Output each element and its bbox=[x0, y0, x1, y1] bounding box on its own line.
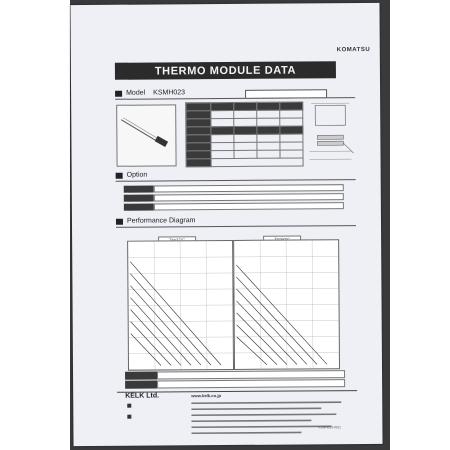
datasheet-page bbox=[70, 3, 382, 446]
note-row-value bbox=[157, 370, 345, 379]
option-row-label bbox=[124, 186, 154, 193]
company-name: KELK Ltd. bbox=[125, 392, 160, 400]
performance-rule bbox=[116, 225, 356, 228]
model-value: KSMH023 bbox=[153, 89, 186, 97]
option-row bbox=[124, 193, 344, 202]
graph-left bbox=[127, 240, 234, 371]
footer-code: KSMH023-0911 bbox=[318, 425, 341, 430]
option-row bbox=[124, 202, 344, 211]
bullet-icon bbox=[127, 404, 131, 408]
dimension-drawing bbox=[307, 99, 355, 165]
company-url: www.kelk.co.jp bbox=[191, 393, 222, 399]
note-row-label bbox=[125, 380, 157, 388]
option-row-label bbox=[124, 204, 154, 211]
section-bullet-icon bbox=[115, 90, 122, 96]
option-row-label bbox=[124, 195, 154, 202]
note-row bbox=[125, 370, 345, 380]
graph-right bbox=[233, 239, 340, 370]
page-title: THERMO MODULE DATA bbox=[154, 64, 297, 77]
module-photo bbox=[116, 104, 176, 166]
option-row-value bbox=[154, 202, 344, 210]
spec-table bbox=[185, 101, 303, 167]
performance-heading bbox=[116, 217, 196, 225]
option-row bbox=[124, 184, 344, 193]
performance-label: Performance Diagram bbox=[126, 217, 196, 225]
model-label: Model bbox=[126, 89, 146, 97]
title-banner bbox=[115, 61, 336, 80]
option-row-value bbox=[154, 193, 344, 201]
option-heading bbox=[116, 172, 148, 179]
note-row-value bbox=[157, 379, 345, 388]
option-rule bbox=[116, 179, 356, 182]
section-bullet-icon bbox=[116, 218, 123, 224]
model-tag bbox=[245, 89, 327, 99]
option-row-value bbox=[154, 184, 344, 192]
note-row bbox=[125, 379, 345, 389]
brand-logo: KOMATSU bbox=[336, 46, 371, 54]
section-bullet-icon bbox=[116, 172, 123, 178]
option-label: Option bbox=[126, 171, 148, 179]
note-row-label bbox=[125, 371, 157, 379]
bullet-icon bbox=[127, 415, 131, 419]
company-address-block bbox=[191, 399, 351, 439]
model-heading bbox=[115, 89, 185, 96]
